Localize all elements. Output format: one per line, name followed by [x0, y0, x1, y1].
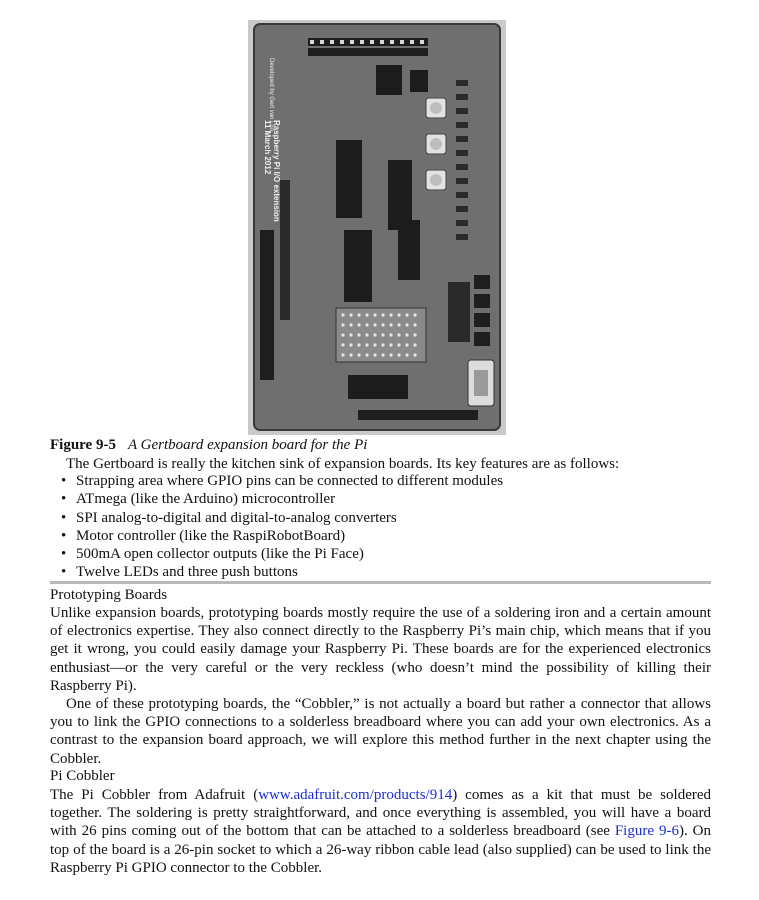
- section-heading-cobbler: Pi Cobbler: [50, 768, 115, 784]
- list-item: • Motor controller (like the RaspiRobotBoard): [58, 527, 503, 545]
- feature-list: [58, 472, 503, 582]
- figure-9-6-link[interactable]: Figure 9-6: [614, 823, 679, 840]
- board-credit-text: Developed by Gert van Loo: [268, 58, 274, 132]
- cobbler-paragraph: [50, 786, 711, 877]
- section-divider: [50, 581, 711, 584]
- gertboard-photo: [248, 20, 506, 435]
- adafruit-link[interactable]: www.adafruit.com/products/914: [258, 787, 453, 803]
- list-item: • SPI analog-to-digital and digital-to-analog converters: [58, 509, 503, 527]
- intro-paragraph: The Gertboard is really the kitchen sink of expansion boards. Its key features are as follows:: [66, 456, 620, 472]
- list-item: • Strapping area where GPIO pins can be connected to different modules: [58, 472, 503, 490]
- section-heading-prototyping: Prototyping Boards: [50, 587, 168, 603]
- board-date-text: 11 March 2012: [263, 120, 272, 175]
- board-title-text: Raspberry Pi I/O extension: [272, 120, 281, 222]
- cobbler-text-a: The Pi Cobbler from Adafruit (: [50, 787, 259, 803]
- prototyping-paragraph-1: Unlike expansion boards, prototyping boards mostly require the use of a soldering iron and a certain amount of electronics expertise. They also connect directly to the Raspberry Pi’s main chip, which means that if you get it wrong, you could easily damage your Raspberry Pi. These boards are for the experienced electronics enthusiast—or the very careful or the very reckless (who doesn’t mind the possibility of killing their Raspberry Pi).: [50, 605, 711, 694]
- figure-number: Figure 9-5: [50, 437, 116, 453]
- prototyping-paragraph-2: One of these prototyping boards, the “Cobbler,” is not actually a board but rather a connector that allows you to link the GPIO connections to a solderless breadboard where you can add your own electronics. As a contrast to the expansion board approach, we will explore this method further in the next chapter using the Cobbler.: [50, 696, 711, 767]
- figure-caption-text: A Gertboard expansion board for the Pi: [127, 437, 368, 453]
- list-item: • ATmega (like the Arduino) microcontroller: [58, 490, 503, 508]
- list-item: • 500mA open collector outputs (like the Pi Face): [58, 545, 503, 563]
- cobbler-text-b: ) comes as a kit that must be soldered together. The soldering is pretty straightforward, and once everything is assembled, you will have a board with 26 pins coming out of the bottom that can be attached to a solderless breadboard (see: [50, 787, 712, 840]
- cobbler-text-c: ). On top of the board is a 26-pin socket to which a 26-way ribbon cable lead (also supplied) can be used to link the Raspberry Pi GPIO connector to the Cobbler.: [50, 823, 711, 876]
- list-item: • Twelve LEDs and three push buttons: [58, 563, 503, 581]
- figure-caption: [50, 436, 367, 454]
